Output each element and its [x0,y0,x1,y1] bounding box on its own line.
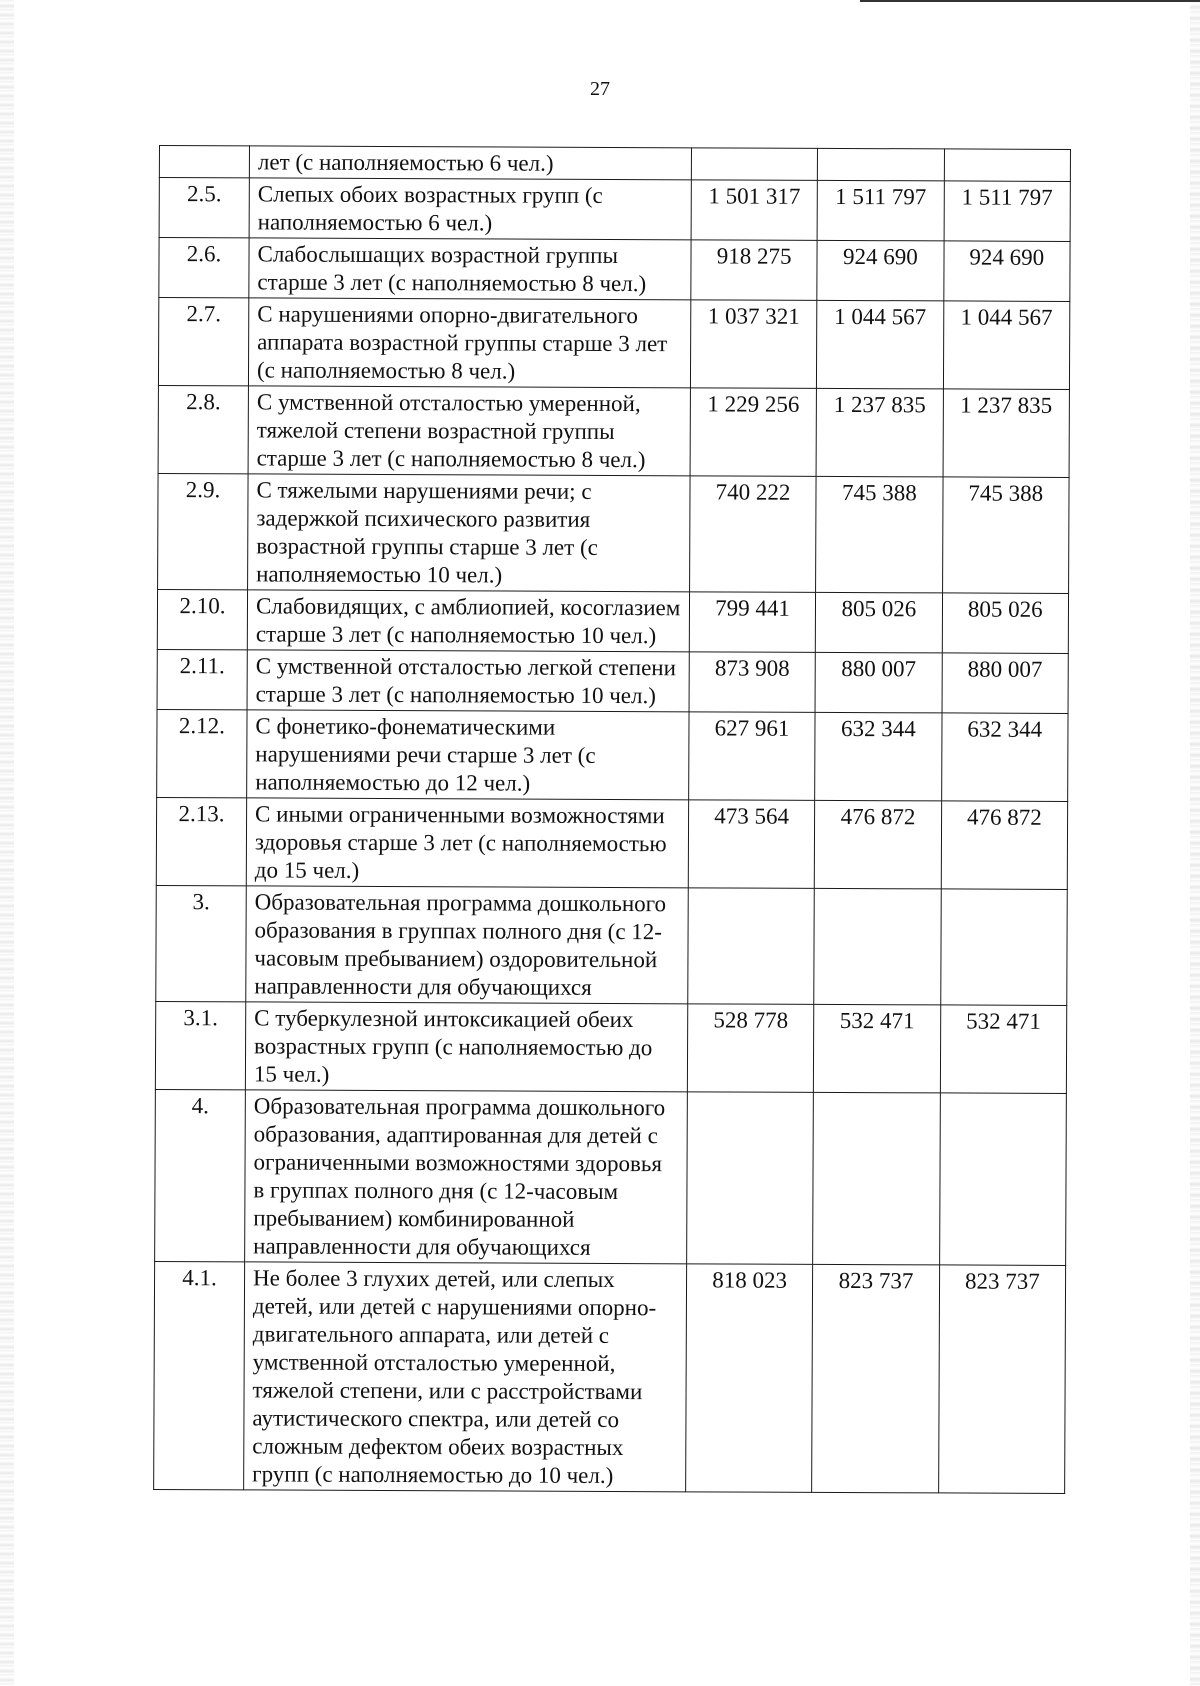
value-cell-2: 745 388 [816,476,943,593]
cost-table [153,145,1071,1494]
table-row [159,238,1070,302]
row-description: С иными ограниченными возможностями здоровья старше 3 лет (с наполняемостью до 15 чел.) [246,798,688,888]
value-cell-3: 532 471 [940,1005,1067,1094]
value-cell-2: 1 044 567 [817,300,944,389]
table-row [158,385,1069,477]
table-row [154,1261,1066,1493]
row-number: 2.6. [159,238,249,298]
table-row [159,178,1070,242]
row-number: 2.13. [156,797,246,885]
value-cell-3: 805 026 [942,593,1069,654]
row-description: Образовательная программа дошкольного образования, адаптированная для детей с ограниченными возможностями здоровья в группах полного дня (с 12-часовым пребыванием) комбинированной направленности для обучающихся [245,1090,688,1264]
row-number: 2.5. [159,178,249,238]
row-description: С тяжелыми нарушениями речи; с задержкой психического развития возрастной группы старше 3 лет (с наполняемостью 10 чел.) [248,474,690,592]
value-cell-1: 799 441 [689,592,816,653]
value-cell-3: 745 388 [942,477,1069,594]
value-cell-2 [814,888,941,1005]
value-cell-2: 880 007 [815,652,942,713]
value-cell-3: 632 344 [941,713,1068,802]
table-row [159,146,1070,182]
value-cell-2: 532 471 [814,1004,941,1093]
table-row [157,649,1068,713]
value-cell-2: 1 237 835 [816,388,943,477]
table-row [157,589,1068,653]
value-cell-1: 918 275 [691,240,818,301]
row-description: С нарушениями опорно-двигательного аппарата возрастной группы старше 3 лет (с наполняемостью 8 чел.) [248,298,690,388]
value-cell-3 [939,1093,1066,1266]
value-cell-1 [688,888,815,1005]
table-row [158,298,1069,390]
table-row [156,797,1067,889]
row-number: 3. [156,885,247,1001]
table-row [155,1001,1066,1093]
row-description: С умственной отсталостью легкой степени старше 3 лет (с наполняемостью 10 чел.) [247,650,689,712]
value-cell-1: 873 908 [689,652,816,713]
row-description: Слабовидящих, с амблиопией, косоглазием старше 3 лет (с наполняемостью 10 чел.) [247,590,689,652]
value-cell-3: 823 737 [938,1265,1065,1494]
value-cell-1 [687,1092,814,1265]
value-cell-2: 1 511 797 [817,180,944,241]
table-row [156,885,1067,1005]
scan-edge-right [1190,0,1200,1686]
table-row [158,473,1069,593]
row-description: Образовательная программа дошкольного образования в группах полного дня (с 12-часовым пребыванием) оздоровительной направленности для обучающихся [246,886,688,1004]
row-number: 2.9. [158,473,249,589]
value-cell-1: 528 778 [687,1004,814,1093]
value-cell-1: 1 229 256 [690,388,817,477]
table-row [155,1089,1067,1265]
value-cell-2: 632 344 [815,712,942,801]
scan-edge-left [0,0,14,1686]
value-cell-3 [940,889,1067,1006]
row-description: Слабослышащих возрастной группы старше 3 лет (с наполняемостью 8 чел.) [249,238,691,300]
row-number: 4.1. [154,1261,245,1489]
value-cell-1: 473 564 [688,800,815,889]
value-cell-1: 740 222 [689,476,816,593]
value-cell-3: 1 044 567 [943,301,1070,390]
row-number: 4. [155,1089,246,1261]
value-cell-2: 924 690 [817,240,944,301]
row-description: Не более 3 глухих детей, или слепых детей, или детей с нарушениями опорно-двигательного аппарата, или детей с умственной отсталостью умеренной, тяжелой степени, или с расстройствами аутистического спектра, или детей со сложным дефектом обеих возрастных групп (с наполняемостью до 10 чел.) [244,1262,687,1492]
row-description: Слепых обоих возрастных групп (с наполняемостью 6 чел.) [249,178,691,240]
row-number: 2.11. [157,649,247,709]
scan-top-line [860,0,1200,2]
value-cell-3: 1 237 835 [943,389,1070,478]
value-cell-3: 1 511 797 [944,181,1071,242]
row-description: С умственной отсталостью умеренной, тяжелой степени возрастной группы старше 3 лет (с наполняемостью 8 чел.) [248,386,690,476]
value-cell-1: 1 501 317 [691,180,818,241]
value-cell-2: 476 872 [815,800,942,889]
row-description: С туберкулезной интоксикацией обеих возрастных групп (с наполняемостью до 15 чел.) [245,1002,687,1092]
value-cell-1 [691,148,817,181]
row-description: лет (с наполняемостью 6 чел.) [249,146,691,180]
value-cell-2 [818,148,944,181]
value-cell-1: 1 037 321 [690,300,817,389]
row-number: 2.8. [158,385,248,473]
page-number: 27 [590,78,610,100]
value-cell-2 [813,1092,940,1265]
value-cell-3 [944,149,1071,182]
table-row [157,709,1068,801]
row-description: С фонетико-фонематическими нарушениями речи старше 3 лет (с наполняемостью до 12 чел.) [247,710,689,800]
row-number: 2.7. [158,298,248,386]
value-cell-1: 818 023 [686,1264,813,1493]
value-cell-3: 880 007 [942,653,1069,714]
value-cell-3: 924 690 [943,241,1070,302]
row-number: 3.1. [155,1001,245,1089]
row-number: 2.10. [157,589,247,649]
value-cell-2: 805 026 [816,592,943,653]
row-number [159,146,249,178]
value-cell-2: 823 737 [812,1264,939,1493]
value-cell-3: 476 872 [941,801,1068,890]
value-cell-1: 627 961 [689,712,816,801]
row-number: 2.12. [157,709,247,797]
